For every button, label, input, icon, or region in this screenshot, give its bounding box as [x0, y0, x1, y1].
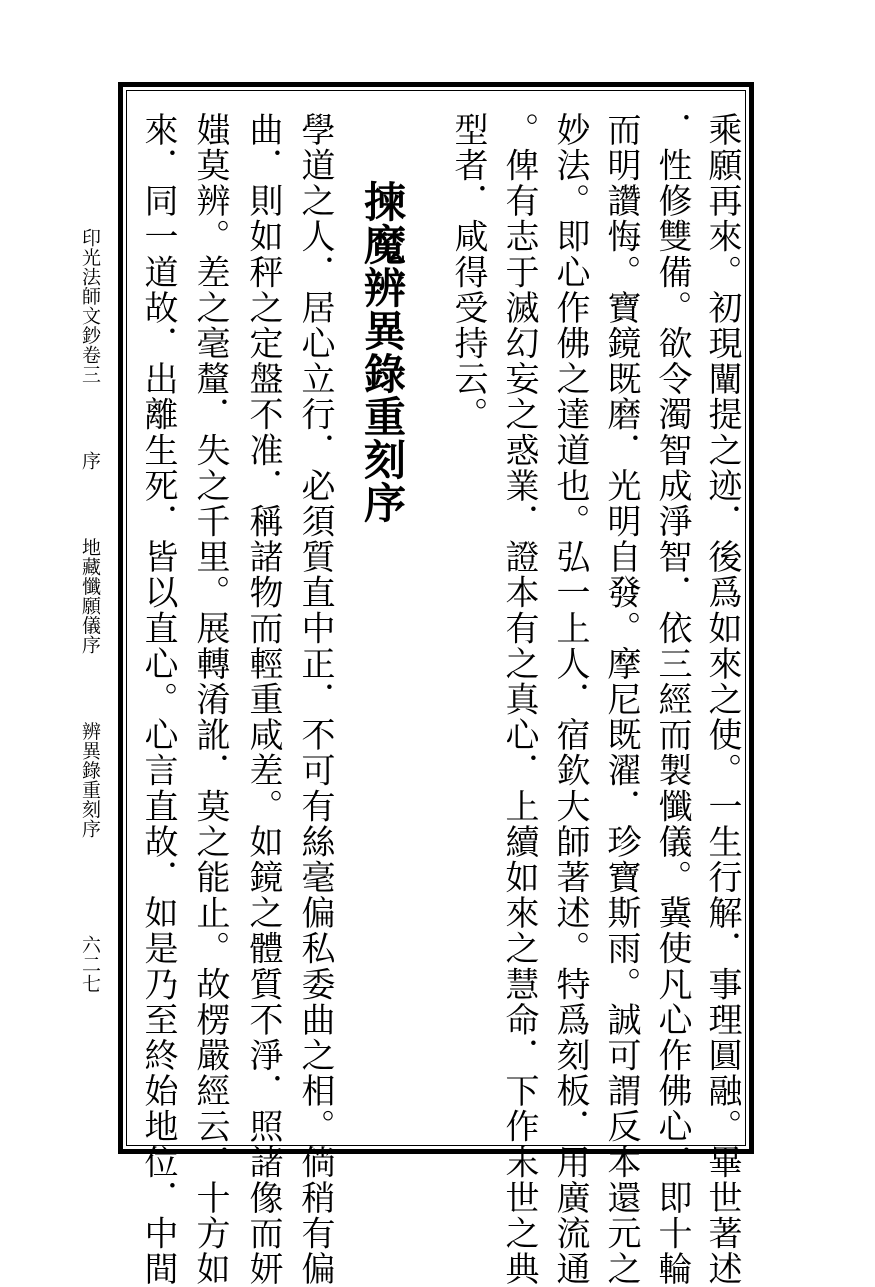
text-column-5: 。俾有志于滅幻妄之惑業．證本有之真心．上續如來之慧命．下作末世之典: [499, 112, 539, 1287]
article-title-2: 辨異錄重刻序: [79, 721, 101, 839]
running-header: [80, 228, 99, 839]
text-column-6: 型者．咸得受持云。: [448, 112, 488, 433]
section-label: 序: [79, 451, 101, 471]
text-column-9: 媸莫辨。差之毫釐．失之千里。展轉淆訛．莫之能止。故楞嚴經云．十方如: [190, 112, 230, 1287]
text-column-3: 而明讚悔。寶鏡既磨．光明自發。摩尼既濯．珍寶斯雨。誠可謂反本還元之: [601, 112, 641, 1287]
text-column-1: 乘願再來。初現闡提之迹．後爲如來之使。一生行解．事理圓融。畢世著述: [702, 112, 742, 1287]
page-number: 六二七: [79, 935, 101, 994]
book-title: 印光法師文鈔卷三: [79, 228, 101, 384]
article-title-1: 地藏懺願儀序: [79, 537, 101, 655]
article-heading: 揀魔辨異錄重刻序: [358, 180, 407, 524]
text-column-4: 妙法。即心作佛之達道也。弘一上人．宿欽大師著述。特爲刻板．用廣流通: [550, 112, 590, 1287]
text-column-2: ．性修雙備。欲令濁智成淨智．依三經而製懺儀。冀使凡心作佛心．即十輪: [652, 112, 692, 1287]
text-column-7: 學道之人．居心立行．必須質直中正．不可有絲毫偏私委曲之相。倘稍有偏: [295, 112, 335, 1287]
text-column-10: 來．同一道故．出離生死．皆以直心。心言直故．如是乃至終始地位．中間: [138, 112, 178, 1287]
text-column-8: 曲．則如秤之定盤不准．稱諸物而輕重咸差。如鏡之體質不淨．照諸像而妍: [243, 112, 283, 1287]
